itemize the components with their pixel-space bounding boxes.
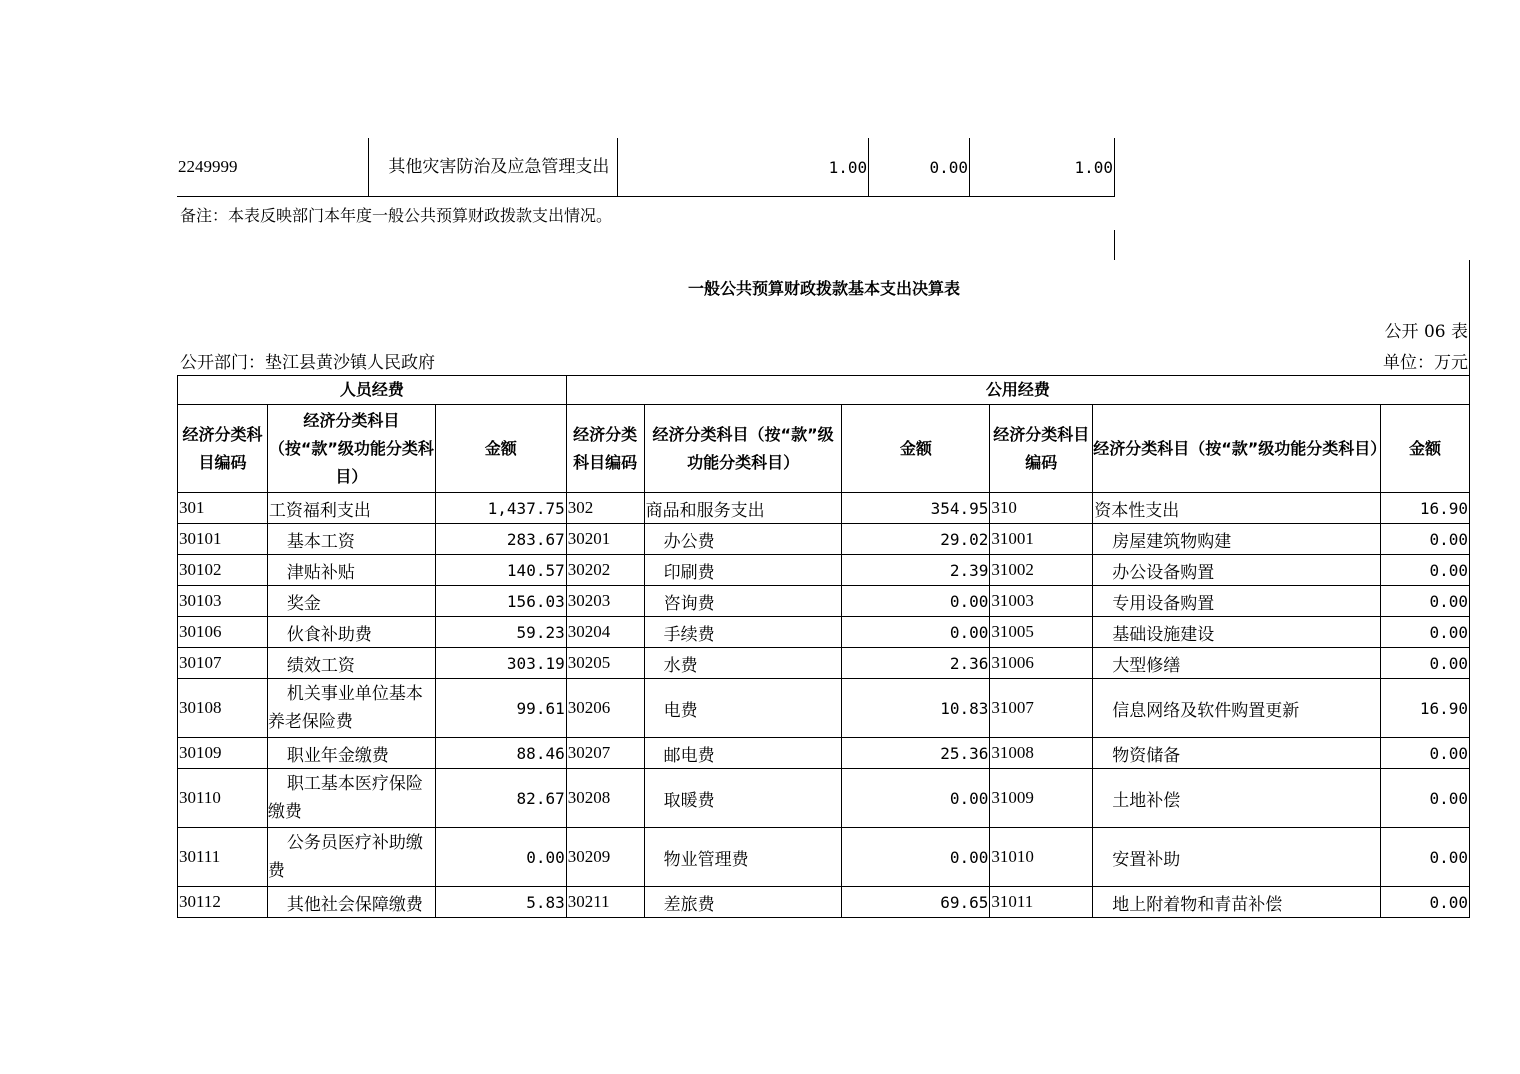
group-public: 公用经费 [566, 376, 1469, 405]
amount-cell: 0.00 [1380, 828, 1469, 887]
amount-cell: 2.39 [842, 555, 990, 586]
code-cell: 31006 [990, 648, 1093, 679]
name-cell: 大型修缮 [1093, 648, 1381, 679]
code-cell: 30202 [566, 555, 644, 586]
code-cell: 30106 [178, 617, 268, 648]
header-code-1: 经济分类科目编码 [178, 405, 268, 493]
amount-cell: 156.03 [435, 586, 566, 617]
header-name-1: 经济分类科目（按“款”级功能分类科目） [267, 405, 435, 493]
code-cell: 30103 [178, 586, 268, 617]
amount-cell: 140.57 [435, 555, 566, 586]
code-cell: 30107 [178, 648, 268, 679]
code-cell: 31001 [990, 524, 1093, 555]
code-cell: 302 [566, 493, 644, 524]
table-row [178, 769, 1470, 828]
name-cell: 物资储备 [1093, 738, 1381, 769]
code-cell: 30111 [178, 828, 268, 887]
amount-cell: 0.00 [1380, 586, 1469, 617]
code-cell: 30206 [566, 679, 644, 738]
amount-cell: 354.95 [842, 493, 990, 524]
code-cell: 30109 [178, 738, 268, 769]
header-code-3: 经济分类科目编码 [990, 405, 1093, 493]
code-cell: 30211 [566, 887, 644, 918]
table-note: 备注：本表反映部门本年度一般公共预算财政拨款支出情况。 [180, 206, 613, 225]
amount-cell: 5.83 [435, 887, 566, 918]
amount-cell: 0.00 [842, 586, 990, 617]
name-cell: 电费 [644, 679, 842, 738]
amount-cell: 0.00 [1380, 769, 1469, 828]
name-cell: 差旅费 [644, 887, 842, 918]
table-row [178, 586, 1470, 617]
amount-cell: 59.23 [435, 617, 566, 648]
table-row [178, 493, 1470, 524]
code-cell: 30208 [566, 769, 644, 828]
name-cell: 公务员医疗补助缴费 [267, 828, 435, 887]
basic-expenditure-table [177, 375, 1470, 918]
header-amount-1: 金额 [435, 405, 566, 493]
code-cell: 31002 [990, 555, 1093, 586]
table-row [178, 524, 1470, 555]
group-personnel: 人员经费 [178, 376, 567, 405]
top-row-code: 2249999 [177, 138, 369, 197]
code-cell: 31009 [990, 769, 1093, 828]
name-cell: 邮电费 [644, 738, 842, 769]
divider [1114, 230, 1115, 260]
amount-cell: 82.67 [435, 769, 566, 828]
header-code-2: 经济分类科目编码 [566, 405, 644, 493]
name-cell: 津贴补贴 [267, 555, 435, 586]
name-cell: 其他社会保障缴费 [267, 887, 435, 918]
amount-cell: 0.00 [1380, 887, 1469, 918]
name-cell: 地上附着物和青苗补偿 [1093, 887, 1381, 918]
code-cell: 30110 [178, 769, 268, 828]
name-cell: 工资福利支出 [267, 493, 435, 524]
header-name-2: 经济分类科目（按“款”级功能分类科目） [644, 405, 842, 493]
code-cell: 30203 [566, 586, 644, 617]
code-cell: 31010 [990, 828, 1093, 887]
amount-cell: 88.46 [435, 738, 566, 769]
amount-cell: 0.00 [1380, 617, 1469, 648]
name-cell: 水费 [644, 648, 842, 679]
name-cell: 职业年金缴费 [267, 738, 435, 769]
amount-cell: 16.90 [1380, 493, 1469, 524]
name-cell: 伙食补助费 [267, 617, 435, 648]
amount-cell: 69.65 [842, 887, 990, 918]
name-cell: 取暖费 [644, 769, 842, 828]
amount-cell: 0.00 [1380, 648, 1469, 679]
name-cell: 绩效工资 [267, 648, 435, 679]
table-row [178, 738, 1470, 769]
table-row [178, 679, 1470, 738]
unit-label: 单位：万元 [1383, 353, 1468, 373]
code-cell: 31005 [990, 617, 1093, 648]
code-cell: 30209 [566, 828, 644, 887]
amount-cell: 10.83 [842, 679, 990, 738]
top-row-col2: 0.00 [869, 138, 970, 197]
table-row [178, 828, 1470, 887]
code-cell: 30204 [566, 617, 644, 648]
name-cell: 基本工资 [267, 524, 435, 555]
code-cell: 30101 [178, 524, 268, 555]
name-cell: 土地补偿 [1093, 769, 1381, 828]
page-title: 一般公共预算财政拨款基本支出决算表 [687, 279, 960, 298]
name-cell: 手续费 [644, 617, 842, 648]
name-cell: 奖金 [267, 586, 435, 617]
amount-cell: 29.02 [842, 524, 990, 555]
name-cell: 基础设施建设 [1093, 617, 1381, 648]
header-name-3: 经济分类科目（按“款”级功能分类科目） [1093, 405, 1381, 493]
amount-cell: 0.00 [1380, 738, 1469, 769]
name-cell: 物业管理费 [644, 828, 842, 887]
department-label: 公开部门：垫江县黄沙镇人民政府 [180, 353, 435, 373]
code-cell: 30201 [566, 524, 644, 555]
amount-cell: 0.00 [1380, 524, 1469, 555]
name-cell: 机关事业单位基本养老保险费 [267, 679, 435, 738]
code-cell: 31003 [990, 586, 1093, 617]
name-cell: 安置补助 [1093, 828, 1381, 887]
amount-cell: 16.90 [1380, 679, 1469, 738]
amount-cell: 25.36 [842, 738, 990, 769]
code-cell: 30112 [178, 887, 268, 918]
code-cell: 301 [178, 493, 268, 524]
name-cell: 印刷费 [644, 555, 842, 586]
header-amount-2: 金额 [842, 405, 990, 493]
column-header-row [178, 405, 1470, 493]
name-cell: 信息网络及软件购置更新 [1093, 679, 1381, 738]
table-row [177, 138, 1115, 197]
code-cell: 30205 [566, 648, 644, 679]
table-row [178, 617, 1470, 648]
amount-cell: 0.00 [842, 617, 990, 648]
code-cell: 30102 [178, 555, 268, 586]
name-cell: 商品和服务支出 [644, 493, 842, 524]
amount-cell: 2.36 [842, 648, 990, 679]
top-row-name: 其他灾害防治及应急管理支出 [369, 138, 618, 197]
name-cell: 咨询费 [644, 586, 842, 617]
amount-cell: 0.00 [842, 828, 990, 887]
name-cell: 资本性支出 [1093, 493, 1381, 524]
amount-cell: 0.00 [1380, 555, 1469, 586]
table-row [178, 648, 1470, 679]
amount-cell: 283.67 [435, 524, 566, 555]
previous-table-tail [177, 138, 1115, 197]
table-row [178, 555, 1470, 586]
table-row [178, 887, 1470, 918]
code-cell: 31007 [990, 679, 1093, 738]
amount-cell: 303.19 [435, 648, 566, 679]
top-row-col1: 1.00 [618, 138, 869, 197]
code-cell: 30207 [566, 738, 644, 769]
name-cell: 职工基本医疗保险缴费 [267, 769, 435, 828]
name-cell: 办公费 [644, 524, 842, 555]
top-row-col3: 1.00 [970, 138, 1115, 197]
group-header-row [178, 376, 1470, 405]
name-cell: 房屋建筑物购建 [1093, 524, 1381, 555]
code-cell: 31008 [990, 738, 1093, 769]
amount-cell: 1,437.75 [435, 493, 566, 524]
name-cell: 专用设备购置 [1093, 586, 1381, 617]
form-number: 公开 06 表 [1384, 322, 1468, 342]
code-cell: 310 [990, 493, 1093, 524]
header-amount-3: 金额 [1380, 405, 1469, 493]
amount-cell: 0.00 [842, 769, 990, 828]
amount-cell: 99.61 [435, 679, 566, 738]
name-cell: 办公设备购置 [1093, 555, 1381, 586]
code-cell: 30108 [178, 679, 268, 738]
amount-cell: 0.00 [435, 828, 566, 887]
code-cell: 31011 [990, 887, 1093, 918]
